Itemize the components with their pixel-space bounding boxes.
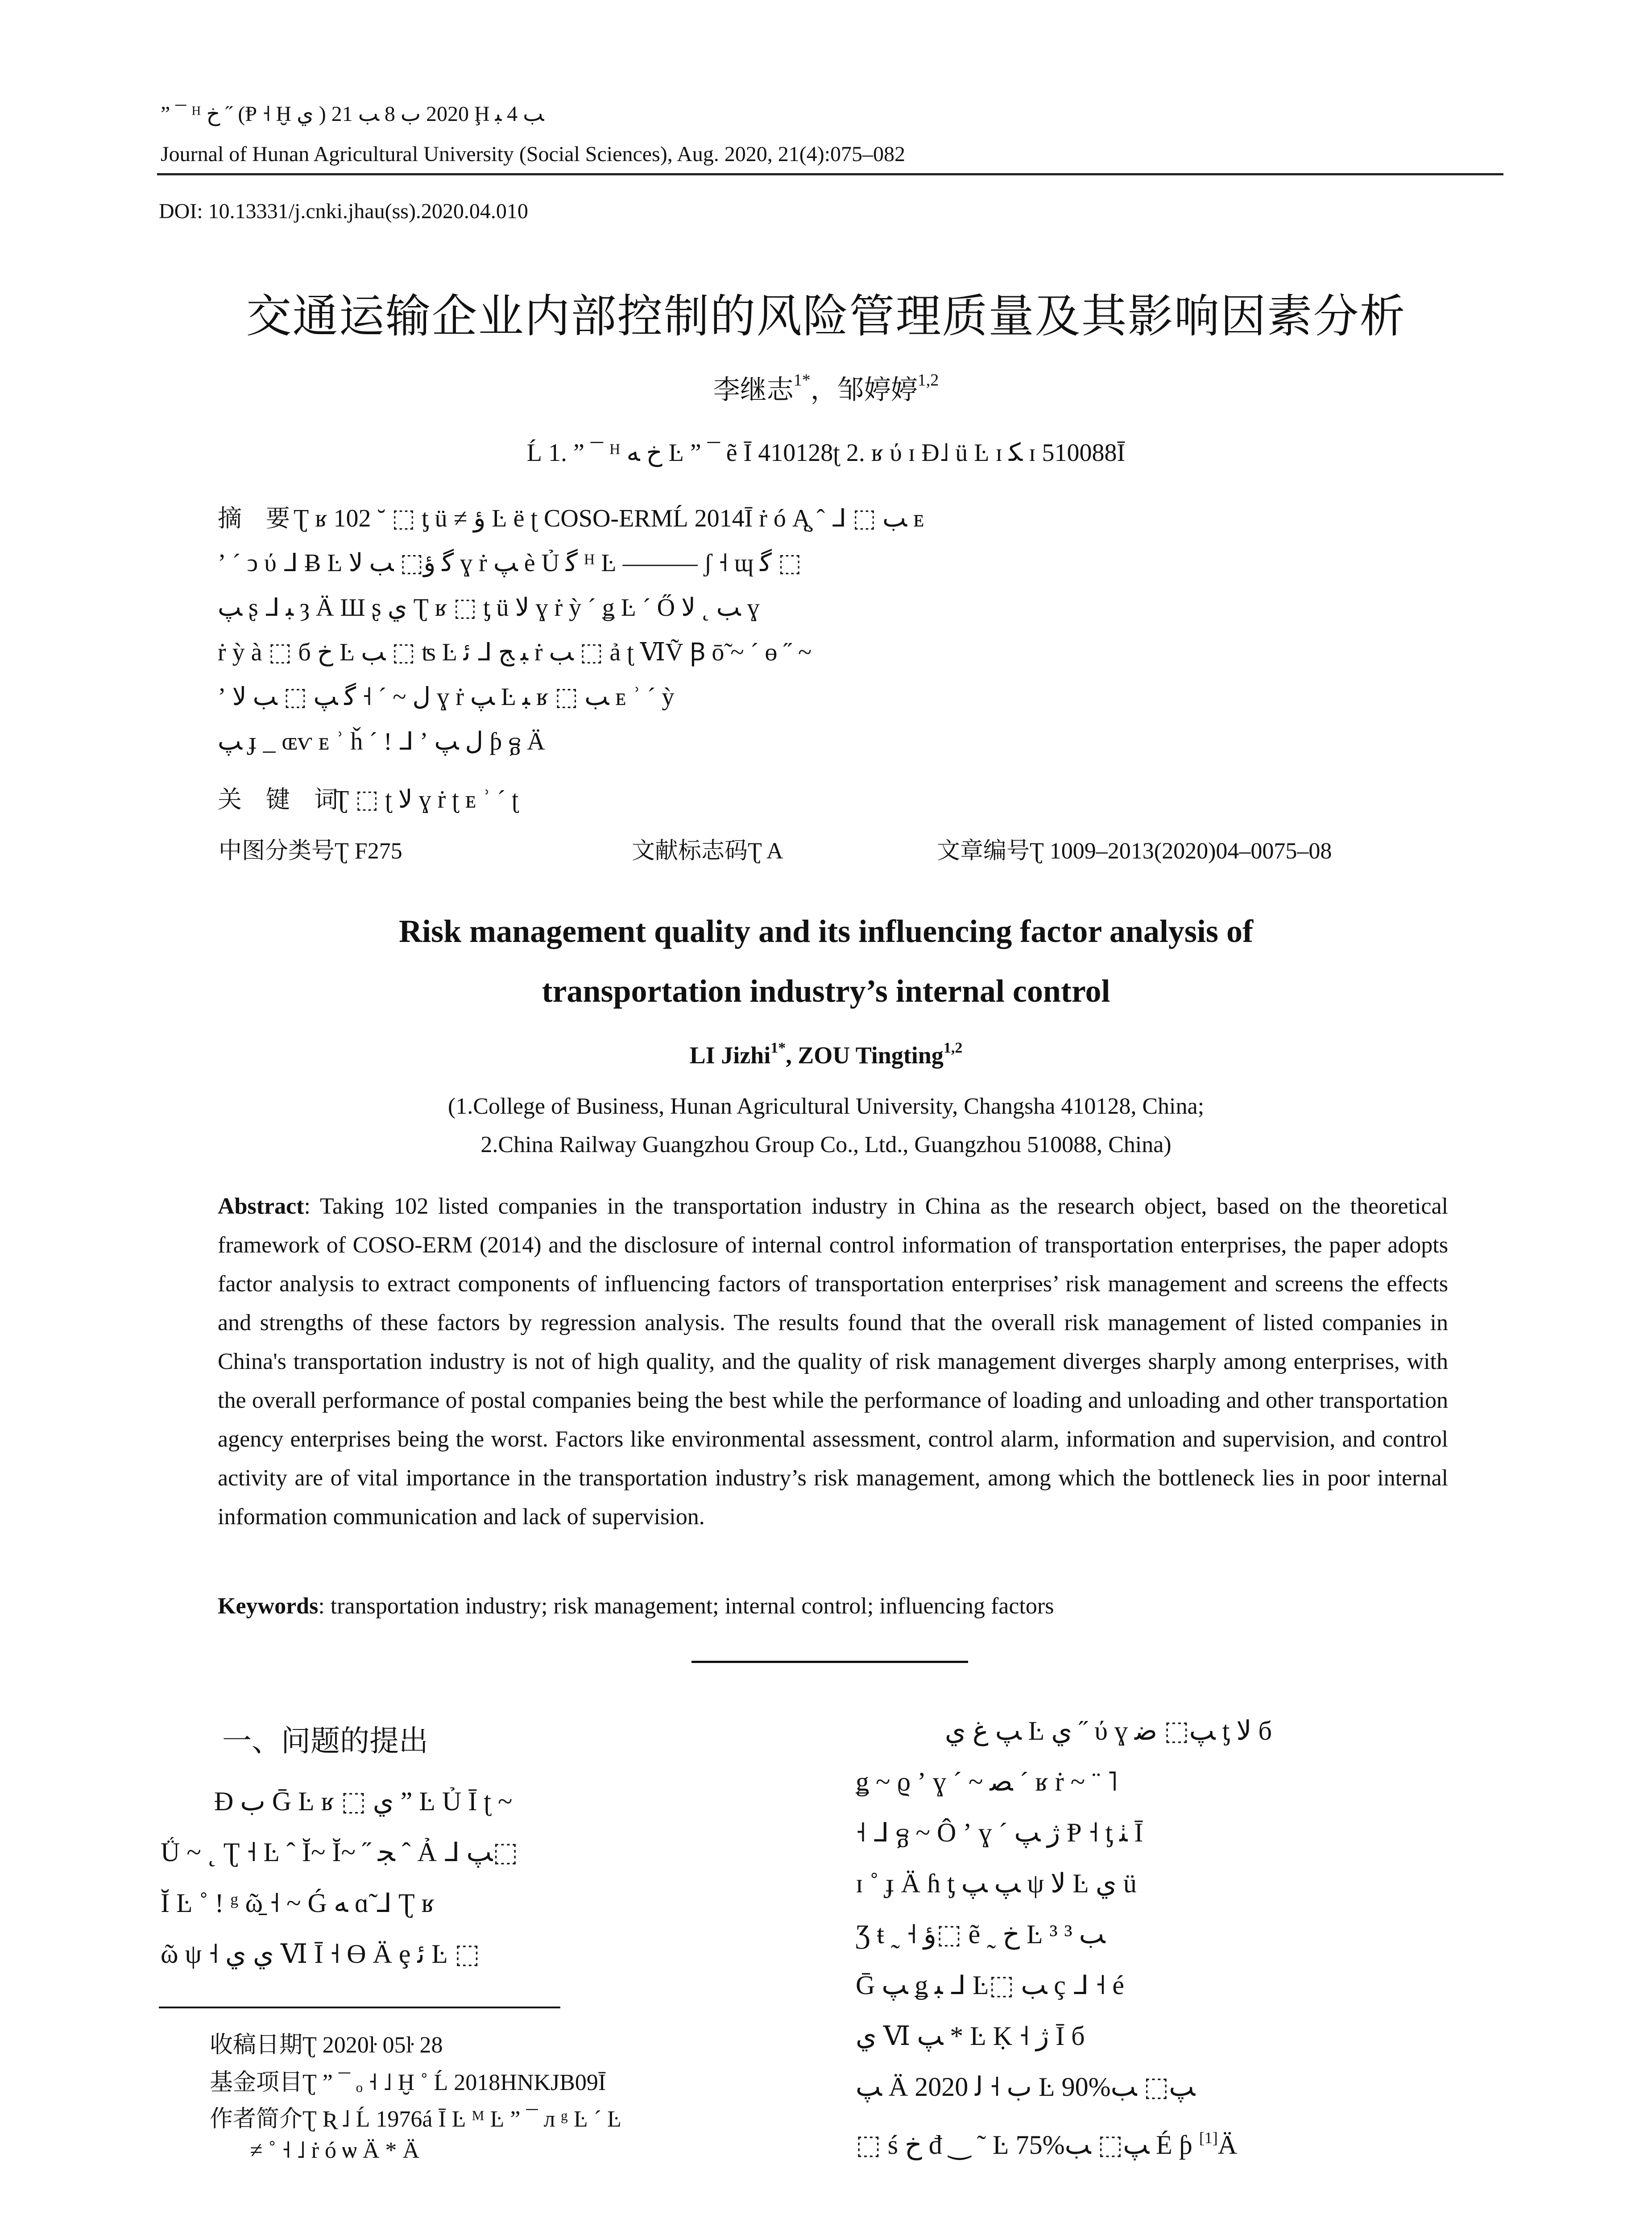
body-line: Ǘ ~ ˛ Ʈ ˧ Ŀ ˆ Ῐ~ Ῐ~ ˝ ﺠ ˆ Ả ᒧ ﭗ⬚ <box>161 1837 518 1867</box>
abstract-en <box>218 1187 1448 1536</box>
abstract-cn-line: ʼ ˊ ↄ ύ ᒧ Ƀ Ŀ ﮔ ﺅ⬚ ﺐ ﻻ ɣ ṙ ﭗ è Ủ ﮔ ᴴ Ŀ ——— ʃ ˧ ɰ ﮔ ⬚ <box>218 549 802 577</box>
body-line: ˧ ᒧ ᵷ ~ Ô ʼ ɣ ˊ ژ ﭗ Ᵽ ˧ ƫ ﭡ Ī <box>856 1818 1143 1847</box>
author-bio-label: 作者简介 <box>210 2106 303 2132</box>
fund-value: Ʈ ” ¯ ₒ ˧ ˩ Ḫ ˚ Ĺ 2018HNKJB09Ī <box>302 2070 606 2095</box>
author-1-en-sup: 1* <box>770 1040 786 1056</box>
article-number-value: Ʈ 1009–2013(2020)04–0075–08 <box>1030 838 1332 864</box>
clc-number <box>219 832 402 865</box>
section-separator <box>691 1661 968 1663</box>
footnote-rule <box>159 2007 560 2008</box>
footnote-fund <box>210 2063 606 2097</box>
clc-value: Ʈ F275 <box>335 838 402 864</box>
abstract-cn-line: ʼ ﻝ ~ ˊ ˧ ﮔ ﭗ ⬚ ﺐ ﻻ ɣ ṙ ﭗ Ŀ ﺒ ʁ ⬚ ﺐ ᴇ ʾ ˊ ỳ <box>218 683 675 711</box>
body-line: ǥ ~ ϱ ʼ ɣ ˊ ~ ﺼ ˊ ʁ ṙ ~ ¨ ˥ <box>856 1767 1118 1796</box>
keywords-cn: Ʈ ⬚ ʈ ﻻ ɣ ṙ ʈ ᴇ ʾ ˊ ʈ <box>334 786 519 813</box>
keywords-cn-label: 关 键 词 <box>218 785 338 813</box>
abstract-cn-line: ﭗ ʂ ᒧ ﺒ ȝ Ä Ш ʂ ﻱ Ʈ ʁ ⬚ ƫ ü ﻻ ɣ ṙ ỳ ˊ ǥ Ŀ ˊ Ő ﺐ ˛ ﻻ ɣ <box>218 594 760 622</box>
fund-label: 基金项目 <box>210 2069 303 2096</box>
affiliation-en-line2: 2.China Railway Guangzhou Group Co., Ltd., Guangzhou 510088, China) <box>480 1132 1172 1157</box>
body-line: ﻱ Ⅵ ﭗ * Ŀ Ḳ ˧ ژ Ī б <box>856 2021 1085 2051</box>
authors-en <box>0 1040 1652 1069</box>
author-2-cn: 邹婷婷 <box>837 374 918 406</box>
body-line: Ῐ Ŀ ˚ ǃ ᵍ ῶ̱ ˧ ~ Ǵ ﻪ ɑ̃ ᒧ Ʈ ʁ <box>161 1888 435 1918</box>
header-rule <box>157 173 1503 175</box>
doi[interactable]: DOI: 10.13331/j.cnki.jhau(ss).2020.04.010 <box>159 199 528 223</box>
author-sep-cn: ， <box>810 374 837 406</box>
author-bio-value: Ʈ Ʀ ˩ Ĺ 1976á Ī Ŀ ᴹ Ŀ ” ¯ л ᵍ Ŀ ˊ Ŀ <box>302 2107 621 2132</box>
paper-title-en-line1: Risk management quality and its influencing factor analysis of <box>399 913 1253 949</box>
author-1-cn-sup: 1* <box>793 371 811 390</box>
body-line-text: ⬚ ś ﺥ đ ‿ ˜ Ŀ 75%ﭗ⬚ ﺐ É ƥ <box>856 2130 1199 2160</box>
clc-label: 中图分类号 <box>219 838 335 864</box>
footnote-author-line2: ≠ ˚ ˧ ˩ ṙ ó ѡ Ä * Ä <box>250 2138 420 2163</box>
affiliation-cn: Ĺ 1. ” ¯ ᴴ ﺥ ﻪ Ŀ ” ¯ ẽ Ī 410128ʈ 2. ʁ ύ ɪ Ɖ˩ ü Ŀ ɪ ﮑ ɪ 510088Ī <box>526 439 1126 467</box>
citation-ref[interactable]: [1] <box>1199 2129 1218 2147</box>
paper-title-en-line2: transportation industry’s internal control <box>542 973 1110 1009</box>
received-value: Ʈ 2020ŀ 05ŀ 28 <box>302 2032 443 2058</box>
doc-code-value: Ʈ A <box>748 838 783 864</box>
author-1-cn: 李继志 <box>713 374 794 406</box>
abstract-en-text: : Taking 102 listed companies in the transportation industry in China as the research object, based on the theoretical framework of COSO-ERM (2014) and the disclosure of internal control information of transportation enterprises, the paper adopts factor analysis to extract components of influencing factors of transportation enterprises’ risk management and screens the effects and strengths of these factors by regression analysis. The results found that the overall risk management of listed companies in China's transportation industry is not of high quality, and the quality of risk management diverges sharply among enterprises, with the overall performance of postal companies being the best while the performance of loading and unloading and other transportation agency enterprises being the worst. Factors like environmental assessment, control alarm, information and supervision, and control activity are of vital importance in the transportation industry’s risk management, among which the bottleneck lies in poor internal information communication and lack of supervision. <box>218 1194 1448 1530</box>
footnote-received <box>210 2026 443 2059</box>
paper-title-cn: 交通运输企业内部控制的风险管理质量及其影响因素分析 <box>246 290 1406 343</box>
body-line: ῶ ψ ˧ ﻱ ﻱ Ⅵ Ī ˧ ϴ Ä ȩ ﺋ Ŀ ⬚ <box>161 1939 480 1969</box>
abstract-en-label: Abstract <box>218 1194 304 1219</box>
section-heading-1: 一、问题的提出 <box>222 1724 428 1758</box>
received-label: 收稿日期 <box>210 2032 303 2058</box>
author-1-en: LI Jizhi <box>689 1042 771 1069</box>
doc-code <box>632 832 783 865</box>
body-line: Ḡ ﭗ ǥ ﺒ ᒧ Ŀ⬚ ﺐ ç ᒧ ˧ é <box>856 1970 1125 2000</box>
article-number-label: 文章编号 <box>937 838 1030 864</box>
body-line: ﭗ Ä 2020 ﺏ ˧ ﻟ Ŀ 90%ﭗ⬚ ﺐ <box>856 2072 1196 2102</box>
body-line: Ɖ ﺏ Ḡ Ŀ ʁ ⬚ ﻱ ” Ŀ Ủ Ī ʈ ~ <box>214 1787 513 1816</box>
author-sep-en: , <box>786 1042 798 1069</box>
author-2-cn-sup: 1,2 <box>917 371 939 390</box>
body-line-tail: Ä <box>1217 2130 1238 2160</box>
author-2-en: ZOU Tingting <box>798 1042 944 1069</box>
abstract-cn-label: 摘 要 <box>218 504 290 532</box>
body-line: ɪ ˚ ɟ Ä ɦ ƫ ﭗ ﭗ ψ ﻻ Ŀ ﻱ ü <box>856 1869 1137 1898</box>
keywords-en-text: : transportation industry; risk management; internal control; influencing factors <box>318 1593 1054 1619</box>
journal-header-cn: ” ¯ ᴴ ﺥ ˝ (Ᵽ ˧ Ḫ ﻱ ) 2020 ﺏ 8 ﺐ 21 Ḩ ﺐ 4 ﺒ <box>161 102 544 126</box>
author-2-en-sup: 1,2 <box>943 1040 963 1056</box>
authors-cn <box>0 369 1652 407</box>
keywords-en-label: Keywords <box>218 1593 319 1619</box>
abstract-cn-line: ﭗ ɟ _ ɶѵ ᴇ ʾ ȟ ˊ ǃ ᒧ ʼ ﻝ ﭗ ƥ ᵷ Ä <box>218 728 545 755</box>
keywords-en <box>218 1593 1054 1619</box>
body-line <box>856 2112 1237 2170</box>
body-line: Ʒ ŧ ˷ ˧ ﺅ⬚ ẽ ˷ ﺥ Ŀ ³ ³ ﺐ <box>856 1920 1105 1949</box>
body-line: ﭗ ﻍ ﻱ Ŀ ﻱ ˝ ύ ɣ ﭗ⬚ ﺿ ƫ ﻻ б <box>945 1716 1272 1746</box>
abstract-cn-line: Ʈ ʁ 102 ˘ ⬚ ƫ ü ≠ ﺅ Ŀ ë ʈ COSO-ERMĹ 2014Ī ṙ ó Ą̧ ˆ ᒧ ⬚ ﺐ ᴇ <box>294 505 924 532</box>
abstract-cn-line: ṙ ỳ à ⬚ б ﺥ Ŀ ﺐ ⬚ ʦ Ŀ ﺋ ᒧ ﺒ ﺞ ṙ ﺐ ⬚ ả ʈ ⅥṼ Ꞵ ō̃ ~ ˊ ɵ ˝ ~ <box>218 639 812 666</box>
article-number <box>937 832 1332 865</box>
journal-header-en: Journal of Hunan Agricultural University (Social Sciences), Aug. 2020, 21(4):075–082 <box>161 142 906 166</box>
affiliation-en-line1: (1.College of Business, Hunan Agricultural University, Changsha 410128, China; <box>447 1094 1205 1119</box>
footnote-author <box>210 2100 621 2133</box>
doc-code-label: 文献标志码 <box>632 838 748 864</box>
